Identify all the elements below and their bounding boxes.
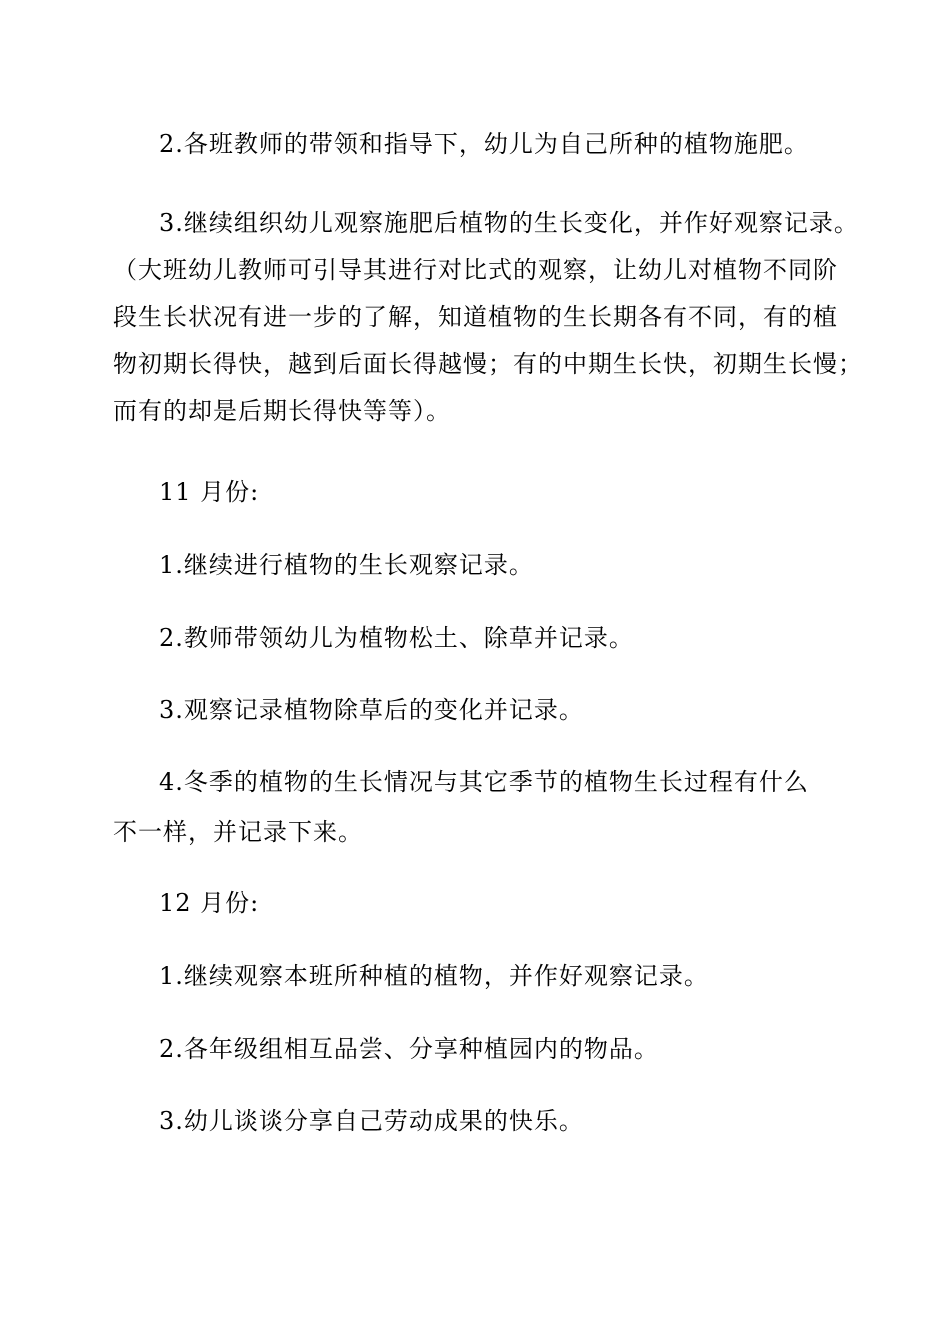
text-line: 2.各班教师的带领和指导下，幼儿为自己所种的植物施肥。 <box>159 130 809 158</box>
paragraph-dec-item-2 <box>113 1031 853 1067</box>
paragraph-observe-growth <box>113 205 863 429</box>
text-line: 段生长状况有进一步的了解，知道植物的生长期各有不同，有的植 <box>113 303 838 331</box>
text-line: （大班幼儿教师可引导其进行对比式的观察，让幼儿对植物不同阶 <box>113 256 838 284</box>
text-line: 而有的却是后期长得快等等）。 <box>113 397 451 425</box>
text-line: 2.教师带领幼儿为植物松土、除草并记录。 <box>159 624 634 652</box>
text-line: 1.继续进行植物的生长观察记录。 <box>159 551 534 579</box>
heading-december <box>113 885 853 921</box>
text-line: 物初期长得快，越到后面长得越慢；有的中期生长快，初期生长慢； <box>113 350 863 378</box>
text-line: 4.冬季的植物的生长情况与其它季节的植物生长过程有什么 <box>159 768 809 796</box>
text-line: 11 月份: <box>159 478 260 506</box>
paragraph-nov-item-4 <box>113 764 853 850</box>
paragraph-fertilize <box>113 126 853 162</box>
paragraph-nov-item-2 <box>113 620 853 656</box>
text-line: 1.继续观察本班所种植的植物，并作好观察记录。 <box>159 962 709 990</box>
paragraph-nov-item-1 <box>113 547 853 583</box>
text-line: 12 月份: <box>159 889 260 917</box>
text-line: 3.观察记录植物除草后的变化并记录。 <box>159 696 584 724</box>
paragraph-dec-item-3 <box>113 1103 853 1139</box>
text-line: 3.继续组织幼儿观察施肥后植物的生长变化，并作好观察记录。 <box>159 209 859 237</box>
text-line: 2.各年级组相互品尝、分享种植园内的物品。 <box>159 1035 659 1063</box>
paragraph-dec-item-1 <box>113 958 853 994</box>
text-line: 不一样，并记录下来。 <box>113 818 363 846</box>
text-line: 3.幼儿谈谈分享自己劳动成果的快乐。 <box>159 1107 584 1135</box>
heading-november <box>113 474 853 510</box>
paragraph-nov-item-3 <box>113 692 853 728</box>
